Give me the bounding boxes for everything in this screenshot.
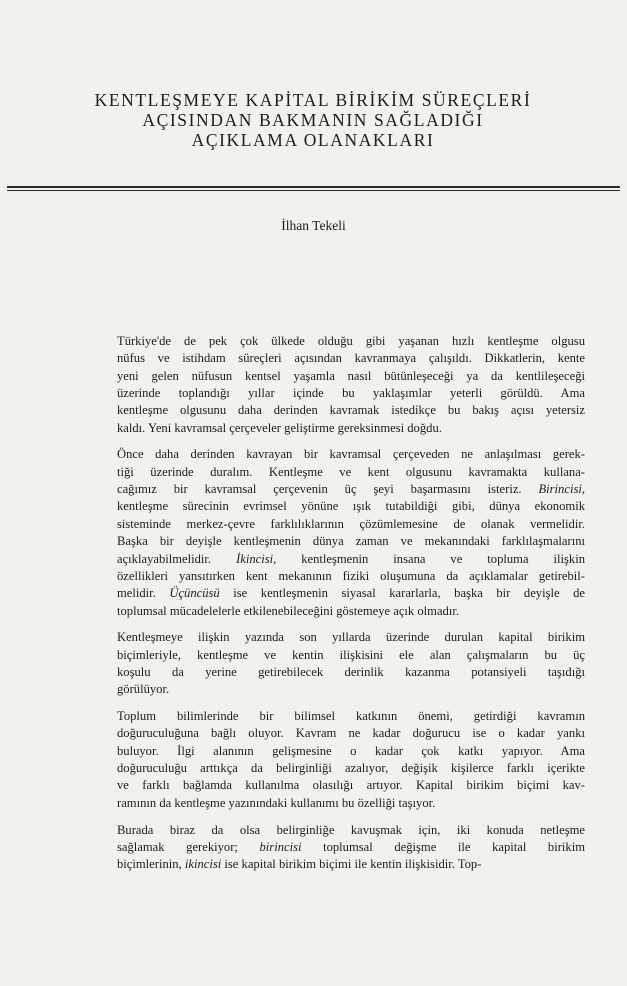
text-line: [117, 760, 585, 777]
text-run: kentleşme olgusunu daha derinden kavramak istedikçe bu bakış açısı yetersiz: [117, 403, 585, 418]
title-line: AÇIKLAMA OLANAKLARI: [191, 130, 435, 150]
italic-term: İkincisi,: [236, 551, 277, 566]
text-run: cağımız bir kavramsal çerçevenin üç şeyi başarmasını isteriz.: [117, 482, 539, 497]
text-run: doğuruculuğuna bağlı oluyor. Kavram ne kadar doğurucu ise o kadar yankı: [117, 726, 585, 741]
author-name: İlhan Tekeli: [281, 218, 346, 233]
text-line: [117, 481, 585, 498]
text-line: [117, 350, 585, 367]
text-run: özellikleri yansıtırken kent mekanının fiziki oluşumuna da açıklamalar getirebil-: [117, 568, 585, 583]
text-line: [117, 333, 585, 350]
text-run: Başka bir deyişle kentleşmenin dünya zaman ve mekanındaki farklılaşmalarını: [117, 534, 585, 549]
title-line: KENTLEŞMEYE KAPİTAL BİRİKİM SÜREÇLERİ: [94, 90, 532, 110]
text-run: sisteminde merkez-çevre farklılıklarının çözümlemesine de olanak vermelidir.: [117, 516, 585, 531]
text-run: kentleşme sürecinin evrimsel yönüne ışık tutabildiği gibi, dünya ekonomik: [117, 499, 585, 514]
text-run: ise kapital birikim biçimi ile kentin ilişkisidir. Top-: [221, 857, 482, 872]
body-paragraph: [117, 629, 585, 698]
body-paragraph: [117, 822, 585, 874]
text-run: toplumsal değişme ile kapital birikim: [301, 839, 585, 854]
article-body: [117, 333, 585, 883]
text-line: [117, 708, 585, 725]
text-line: [117, 777, 585, 794]
text-run: buluyor. İlgi alanının gelişmesine o kadar çok katkı yapıyor. Ama: [117, 743, 585, 758]
title-rule-thin: [7, 190, 620, 191]
text-run: Türkiye'de de pek çok ülkede olduğu gibi yaşanan hızlı kentleşme olgusu: [117, 334, 585, 348]
text-run: açıklayabilmelidir.: [117, 551, 237, 566]
text-run: biçimleriyle, kentleşme ve kentin ilişkisini ele alan çalışmaların bu üç: [117, 647, 585, 662]
text-line: [117, 822, 585, 839]
text-run: ve farklı bağlamda kullanılma olasılığı artıyor. Kapital birikim biçimi kav-: [117, 778, 585, 793]
text-line: [117, 420, 585, 437]
text-run: üzerinde toplandığı yıllar içinde bu yaklaşımlar yeterli görüldü. Ama: [117, 386, 585, 401]
text-line: [117, 498, 585, 515]
text-run: Toplum bilimlerinde bir bilimsel katkının önemi, getirdiği kavramın: [117, 709, 585, 724]
text-line: [117, 743, 585, 760]
body-paragraph: [117, 708, 585, 812]
text-line: [117, 681, 585, 698]
text-line: [117, 516, 585, 533]
italic-term: birincisi: [259, 839, 302, 854]
italic-term: ikincisi: [184, 857, 222, 872]
text-line: [117, 402, 585, 419]
text-run: ramının da kentleşme yazınındaki kullanımı bu özelliği taşıyor.: [117, 795, 436, 810]
article-title: [60, 90, 566, 150]
text-run: kentleşmenin insana ve topluma ilişkin: [276, 551, 585, 566]
title-line: AÇISINDAN BAKMANIN SAĞLADIĞI: [142, 110, 484, 130]
text-run: Önce daha derinden kavrayan bir kavramsal çerçeveden ne anlaşılması gerek-: [117, 447, 585, 462]
text-line: [117, 795, 585, 812]
body-paragraph: [117, 446, 585, 619]
text-run: toplumsal mücadelelerle etkilenebileceğini göstemeye açık olmadır.: [117, 603, 460, 618]
text-line: [117, 464, 585, 481]
text-run: tiği üzerinde duralım. Kentleşme ve kent olgusunu kavramakta kullana-: [117, 464, 585, 479]
text-line: [117, 533, 585, 550]
text-line: [117, 603, 585, 620]
text-run: kaldı. Yeni kavramsal çerçeveler geliştirme gereksinmesi doğdu.: [117, 420, 442, 435]
text-run: yeni gelen nüfusun kentsel yaşamla nasıl bütünleşeceği ya da kentlileşeceği: [117, 368, 585, 383]
text-run: biçimlerinin,: [117, 857, 185, 872]
italic-term: Birincisi,: [538, 482, 585, 497]
text-run: Burada biraz da olsa belirginliğe kavuşmak için, iki konuda netleşme: [117, 822, 585, 837]
body-paragraph: [117, 333, 585, 437]
text-run: nüfus ve istihdam süreçleri açısından kavranmaya çalışıldı. Dikkatlerin, kente: [117, 351, 585, 366]
text-run: sağlamak gerekiyor;: [117, 839, 260, 854]
text-line: [117, 551, 585, 568]
text-line: [117, 368, 585, 385]
title-rule: [7, 186, 620, 188]
text-line: [117, 446, 585, 463]
italic-term: Üçüncüsü: [169, 586, 220, 601]
text-line: [117, 647, 585, 664]
text-line: [117, 856, 585, 873]
text-line: [117, 839, 585, 856]
text-run: koşulu da yerine getirebilecek derinlik kazanma potansiyeli taşıdığı: [117, 664, 585, 679]
text-run: Kentleşmeye ilişkin yazında son yıllarda üzerinde durulan kapital birikim: [117, 630, 585, 645]
text-line: [117, 568, 585, 585]
text-run: melidir.: [117, 586, 170, 601]
text-line: [117, 585, 585, 602]
text-line: [117, 385, 585, 402]
text-line: [117, 725, 585, 742]
text-run: doğuruculuğu arttıkça da belirginliği azalıyor, değişik kişilerce farklı içerikte: [117, 761, 585, 776]
text-run: ise kentleşmenin siyasal kararlarla, başka bir deyişle de: [219, 586, 585, 601]
text-line: [117, 629, 585, 646]
text-line: [117, 664, 585, 681]
text-run: görülüyor.: [117, 682, 170, 697]
